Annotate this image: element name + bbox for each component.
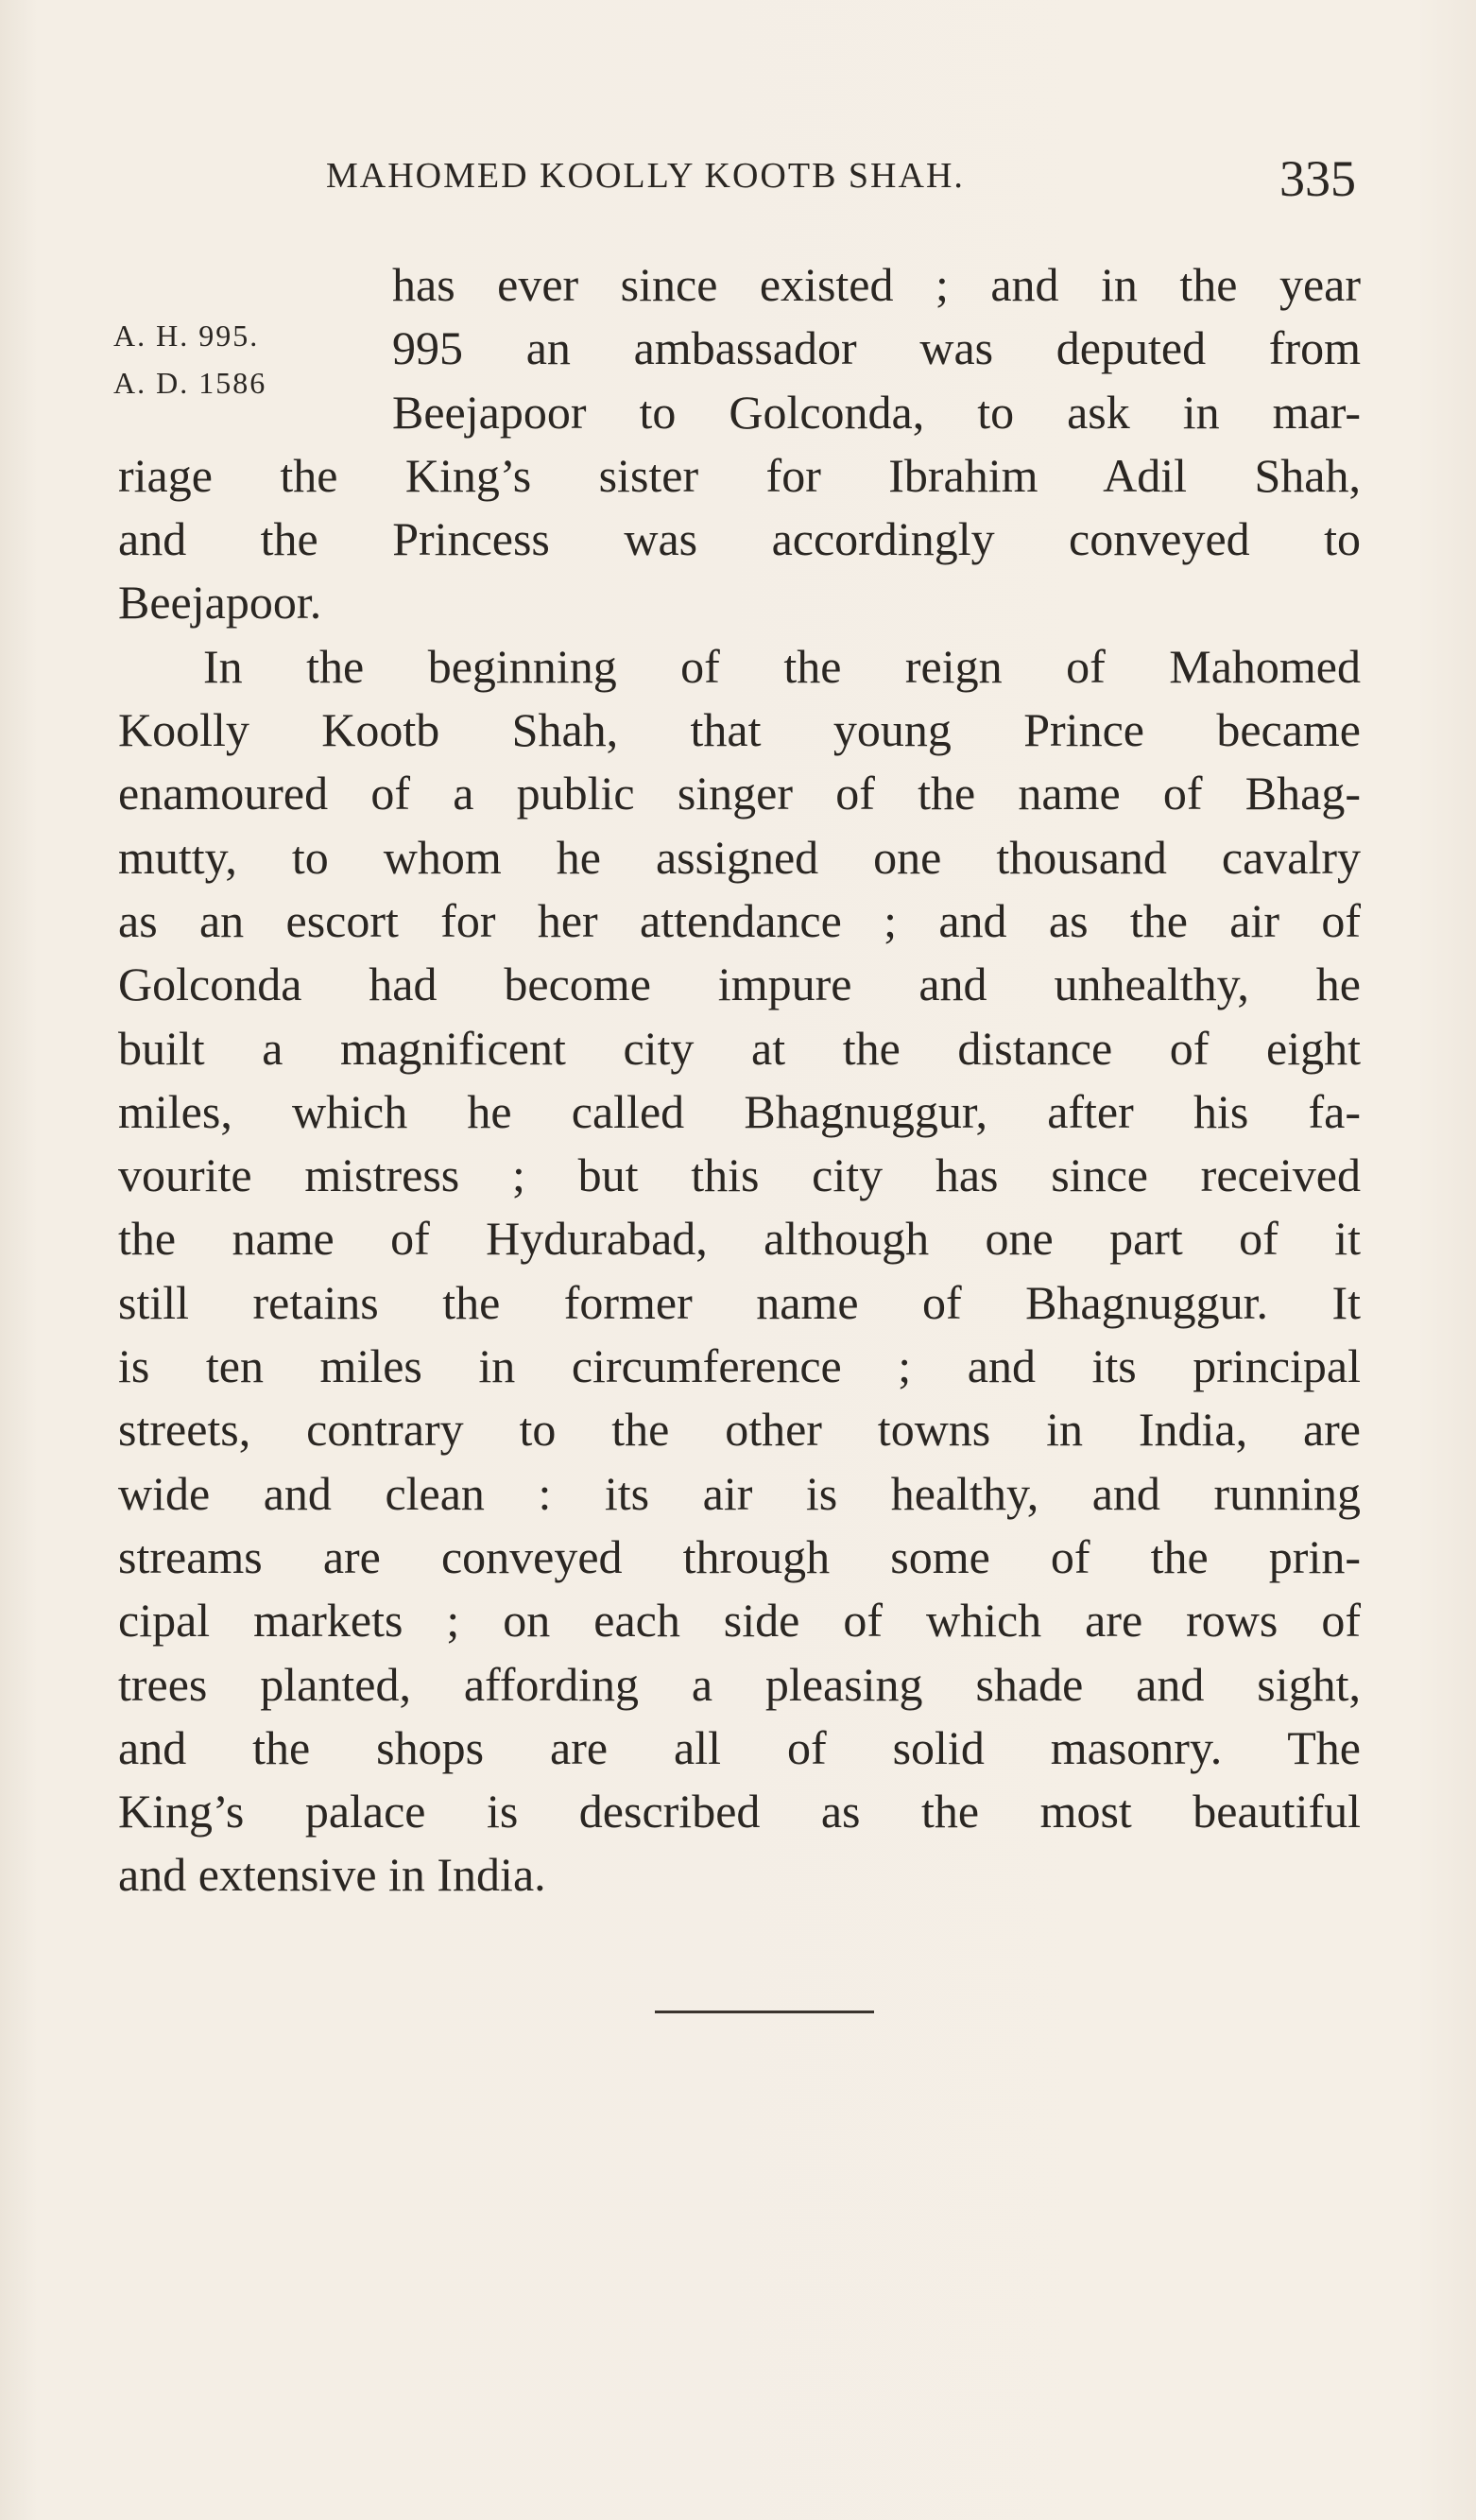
text-line: Beejapoor. <box>118 576 322 630</box>
text-line: wide and clean : its air is healthy, and running <box>118 1466 1361 1520</box>
text-line: and extensive in India. <box>118 1848 546 1902</box>
text-line: riage the King’s sister for Ibrahim Adil Shah, <box>118 448 1361 502</box>
text-line: trees planted, affording a pleasing shade and sight, <box>118 1657 1361 1711</box>
text-line: cipal markets ; on each side of which are rows of <box>118 1594 1361 1648</box>
running-head <box>326 149 1365 206</box>
margin-note-hijri-year: A. H. 995. <box>113 319 260 353</box>
body-text <box>118 253 1361 1907</box>
text-line: vourite mistress ; but this city has since received <box>118 1148 1361 1202</box>
text-line: miles, which he called Bhagnuggur, after his fa- <box>118 1084 1361 1138</box>
text-line: and the shops are all of solid masonry. The <box>118 1720 1361 1774</box>
text-line: 995 an ambassador was deputed from <box>392 321 1361 375</box>
text-line: enamoured of a public singer of the name of Bhag- <box>118 767 1361 820</box>
text-line: has ever since existed ; and in the year <box>392 258 1361 311</box>
text-line: the name of Hydurabad, although one part of it <box>118 1212 1361 1266</box>
text-line: Golconda had become impure and unhealthy, he <box>118 958 1361 1011</box>
running-title: MAHOMED KOOLLY KOOTB SHAH. <box>326 156 965 196</box>
text-line: Koolly Kootb Shah, that young Prince became <box>118 703 1361 757</box>
text-line: and the Princess was accordingly conveyed to <box>118 512 1361 566</box>
page-number: 335 <box>1279 150 1356 207</box>
text-line: as an escort for her attendance ; and as the air of <box>118 893 1361 947</box>
text-line: is ten miles in circumference ; and its principal <box>118 1339 1361 1393</box>
text-line: King’s palace is described as the most beautiful <box>118 1785 1361 1838</box>
text-line: streams are conveyed through some of the prin- <box>118 1529 1361 1583</box>
text-line: Beejapoor to Golconda, to ask in mar- <box>392 385 1361 439</box>
end-rule <box>655 2011 874 2013</box>
text-line: built a magnificent city at the distance of eight <box>118 1021 1361 1075</box>
text-line: mutty, to whom he assigned one thousand cavalry <box>118 830 1361 884</box>
margin-note-ad-year: A. D. 1586 <box>113 366 267 400</box>
text-line: streets, contrary to the other towns in India, are <box>118 1403 1361 1457</box>
text-line: still retains the former name of Bhagnuggur. It <box>118 1275 1361 1329</box>
text-line: In the beginning of the reign of Mahomed <box>203 639 1361 693</box>
